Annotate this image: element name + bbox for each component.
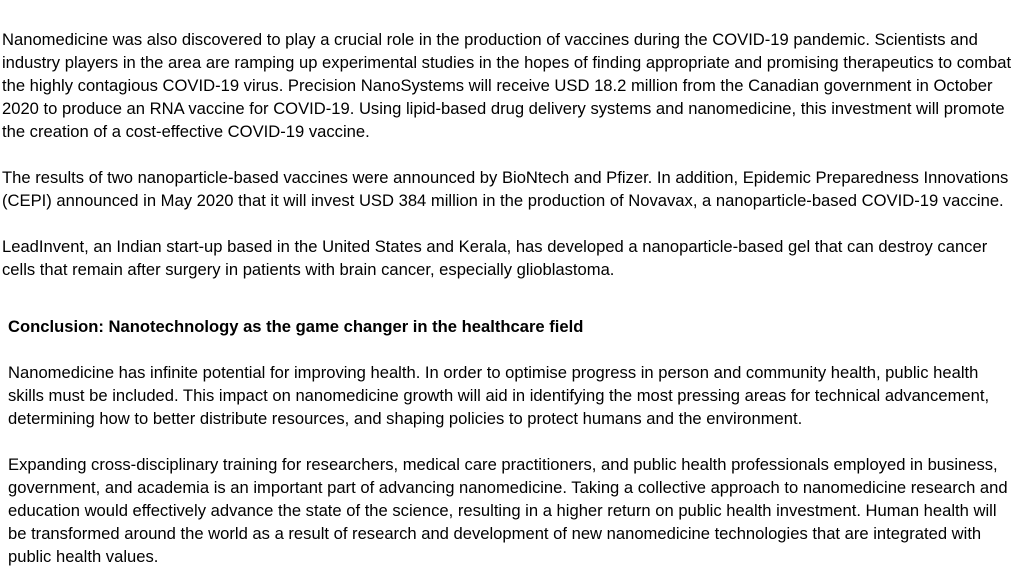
paragraph-spacer bbox=[8, 430, 1018, 453]
covid-nanomedicine-section bbox=[2, 28, 1017, 281]
paragraph-spacer bbox=[8, 338, 1018, 361]
paragraph-cross-disciplinary: Expanding cross-disciplinary training for researchers, medical care practitioners, and public health professionals employed in business, government, and academia is an important part of advancing nanomedicine. Taking a collective approach to nanomedicine research and education would effectively advance the state of the science, resulting in a higher return on public health investment. Human health will be transformed around the world as a result of research and development of new nanomedicine technologies that are integrated with public health values. bbox=[8, 455, 1008, 566]
paragraph-covid-vaccines: Nanomedicine was also discovered to play a crucial role in the production of vaccines during the COVID-19 pandemic. Scientists and industry players in the area are ramping up experimental studies in the hopes of finding appropriate and promising therapeutics to combat the highly contagious COVID-19 virus. Precision NanoSystems will receive USD 18.2 million from the Canadian government in October 2020 to produce an RNA vaccine for COVID-19. Using lipid-based drug delivery systems and nanomedicine, this investment will promote the creation of a cost-effective COVID-19 vaccine. bbox=[2, 30, 1012, 141]
conclusion-section bbox=[8, 315, 1018, 568]
paragraph-infinite-potential: Nanomedicine has infinite potential for improving health. In order to optimise progress in person and community health, public health skills must be included. This impact on nanomedicine growth will aid in identifying the most pressing areas for technical advancement, determining how to better distribute resources, and shaping policies to protect humans and the environment. bbox=[8, 363, 990, 428]
paragraph-spacer bbox=[2, 212, 1017, 235]
conclusion-heading: Conclusion: Nanotechnology as the game changer in the healthcare field bbox=[8, 317, 584, 336]
paragraph-biontech-pfizer: The results of two nanoparticle-based vaccines were announced by BioNtech and Pfizer. In addition, Epidemic Preparedness Innovations (CEPI) announced in May 2020 that it will invest USD 384 million in the production of Novavax, a nanoparticle-based COVID-19 vaccine. bbox=[2, 168, 1009, 210]
paragraph-leadinvent: LeadInvent, an Indian start-up based in the United States and Kerala, has developed a nanoparticle-based gel that can destroy cancer cells that remain after surgery in patients with brain cancer, especially glioblastoma. bbox=[2, 237, 988, 279]
paragraph-spacer bbox=[2, 143, 1017, 166]
